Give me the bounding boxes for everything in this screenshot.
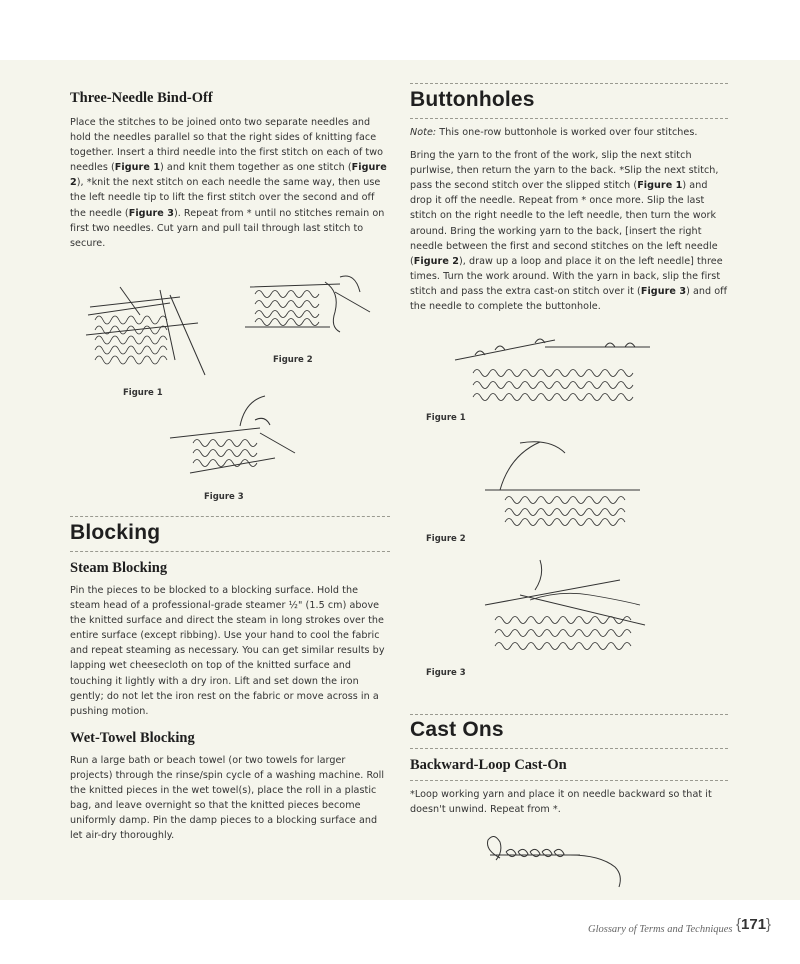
blocking-section bbox=[70, 521, 390, 843]
blocking-underline bbox=[70, 551, 390, 552]
backward-loop-figure bbox=[470, 830, 630, 890]
buttonholes-divider bbox=[410, 83, 728, 84]
steam-blocking-body: Pin the pieces to be blocked to a blocking surface. Hold the steam head of a professional-grade steamer ½" (1.5 cm) above the knitted surface and direct the steam in long strokes over the entire surface (except ribbing). Use your hand to cool the fabric and repeat steaming as necessary. You can get similar results by lapping wet cheesecloth on top of the knitted surface and touching it lightly with a dry iron. Lift and set down the iron gently; do not let the iron rest on the fabric or move across in a pushing motion. bbox=[70, 585, 385, 717]
three-needle-figure-3-label: Figure 3 bbox=[204, 492, 244, 502]
buttonholes-figure-1-label: Figure 1 bbox=[426, 413, 466, 423]
cast-ons-divider bbox=[410, 714, 728, 715]
backward-loop-title: Backward-Loop Cast-On bbox=[410, 757, 567, 773]
wet-towel-blocking-title: Wet-Towel Blocking bbox=[70, 729, 195, 746]
three-needle-body: Place the stitches to be joined onto two separate needles and hold the needles parallel so that the right sides of knitting face together. Insert a third needle into the first stitch on each of two needles (Figure 1) and knit them together as one stitch (Figure 2), *knit the next stitch on each needle the same way, then use the left needle tip to lift the first stitch over the second and off the needle (Figure 3). Repeat from * until no stitches remain on first two needles. Cut yarn and pull tail through last stitch to secure. bbox=[70, 117, 387, 249]
backward-loop-body: *Loop working yarn and place it on needle backward so that it doesn't unwind. Repeat from *. bbox=[410, 789, 712, 816]
buttonholes-title: Buttonholes bbox=[410, 88, 535, 111]
buttonholes-section bbox=[410, 88, 728, 314]
buttonholes-figure-2-label: Figure 2 bbox=[426, 534, 466, 544]
three-needle-figure-1-label: Figure 1 bbox=[123, 388, 163, 398]
blocking-title: Blocking bbox=[70, 521, 161, 544]
three-needle-title: Three-Needle Bind-Off bbox=[70, 90, 213, 106]
left-column bbox=[70, 90, 390, 251]
steam-blocking-title: Steam Blocking bbox=[70, 560, 168, 576]
footer-section-title: Glossary of Terms and Techniques bbox=[588, 924, 733, 935]
buttonholes-figure-2 bbox=[480, 440, 650, 530]
page-number: {171} bbox=[736, 916, 772, 933]
three-needle-figure-3 bbox=[165, 398, 305, 488]
three-needle-figure-2-label: Figure 2 bbox=[273, 355, 313, 365]
cast-ons-section bbox=[410, 718, 728, 817]
buttonholes-figure-3 bbox=[480, 555, 655, 665]
buttonholes-note: Note: This one-row buttonhole is worked over four stitches. bbox=[410, 127, 698, 138]
buttonholes-figure-1 bbox=[445, 325, 665, 415]
three-needle-figure-1 bbox=[80, 285, 210, 380]
backward-loop-underline bbox=[410, 780, 728, 781]
cast-ons-underline bbox=[410, 748, 728, 749]
blocking-divider bbox=[70, 516, 390, 517]
buttonholes-figure-3-label: Figure 3 bbox=[426, 668, 466, 678]
three-needle-figure-2 bbox=[240, 272, 380, 352]
buttonholes-body: Bring the yarn to the front of the work, slip the next stitch purlwise, then return the yarn to the back. *Slip the next stitch, pass the second stitch over the slipped stitch (Figure 1) and drop it off the needle. Repeat from * once more. Slip the last stitch on the right needle to the left needle, then turn the work around. Bring the working yarn to the back, [insert the right needle between the first and second stitches on the left needle (Figure 2), draw up a loop and place it on the left needle] three times. Turn the work around. With the yarn in back, slip the first stitch and pass the extra cast-on stitch over it (Figure 3) and off the needle to complete the buttonhole. bbox=[410, 150, 728, 313]
wet-towel-blocking-body: Run a large bath or beach towel (or two towels for larger projects) through the rinse/spin cycle of a washing machine. Roll the knitted pieces in the wet towel(s), place the roll in a plastic bag, and leave overnight so that the knitted pieces become uniformly damp. Pin the damp pieces to a blocking surface and let air-dry thoroughly. bbox=[70, 754, 385, 842]
buttonholes-underline bbox=[410, 118, 728, 119]
cast-ons-title: Cast Ons bbox=[410, 718, 504, 741]
